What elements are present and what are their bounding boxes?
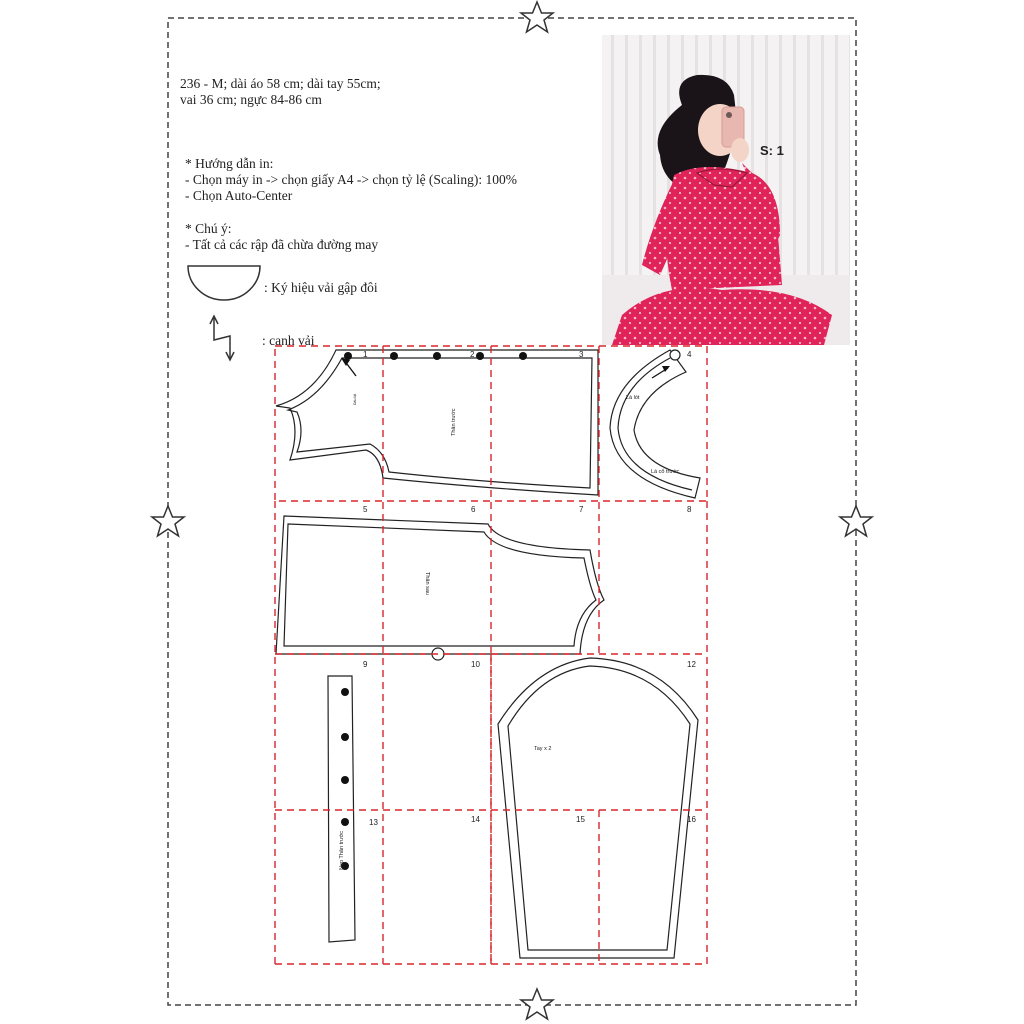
cell-number: 6 [471, 505, 476, 514]
placket-piece [328, 676, 355, 942]
piece-label-placket: Nẹp Thân trước [339, 831, 345, 870]
star-icon-bottom [521, 989, 553, 1019]
cell-number: 7 [579, 505, 584, 514]
front-bodice-piece [276, 350, 598, 495]
piece-label-mark: Dấu lật [353, 393, 357, 405]
cell-number: 14 [471, 815, 480, 824]
star-icon-left [152, 506, 184, 536]
note-line-1: - Tất cả các rập đã chừa đường may [185, 237, 379, 252]
legend-fold-label: : Ký hiệu vải gập đôi [264, 280, 378, 295]
fold-symbol-icon [188, 266, 260, 300]
cell-number: 3 [579, 350, 584, 359]
back-bodice-piece [276, 516, 604, 654]
cell-number: 9 [363, 660, 368, 669]
cell-number: 8 [687, 505, 692, 514]
cell-number: 4 [687, 350, 692, 359]
cell-number: 2 [470, 350, 475, 359]
grain-symbol-icon [214, 318, 230, 358]
star-icon-top [521, 2, 553, 32]
piece-label-back: Thân sau [424, 572, 430, 595]
note-title: * Chú ý: [185, 221, 232, 236]
piece-label-sleeve: Tay x 2 [534, 746, 552, 752]
collar-piece [610, 350, 700, 498]
spec-line-2: vai 36 cm; ngực 84-86 cm [180, 92, 322, 107]
photo-size-label: S: 1 [760, 143, 784, 158]
piece-label-collar-top: Lá lót [626, 395, 640, 401]
legend-grain-label: : canh vải [262, 333, 315, 348]
sleeve-piece [498, 658, 698, 958]
product-photo [602, 35, 850, 345]
cell-number: 5 [363, 505, 368, 514]
cell-number: 10 [471, 660, 480, 669]
cell-number: 13 [369, 818, 378, 827]
cell-number: 1 [363, 350, 368, 359]
print-guide-step-2: - Chọn Auto-Center [185, 188, 293, 203]
print-guide-step-1: - Chọn máy in -> chọn giấy A4 -> chọn tỷ lệ (Scaling): 100% [185, 172, 518, 187]
cell-number: 12 [687, 660, 696, 669]
piece-label-collar-bottom: Lá cổ trước [651, 469, 680, 475]
spec-line-1: 236 - M; dài áo 58 cm; dài tay 55cm; [180, 76, 381, 91]
cell-number: 16 [687, 815, 696, 824]
cell-number: 15 [576, 815, 585, 824]
print-guide-title: * Hướng dẫn in: [185, 156, 274, 171]
piece-label-front: Thân trước [451, 408, 457, 436]
